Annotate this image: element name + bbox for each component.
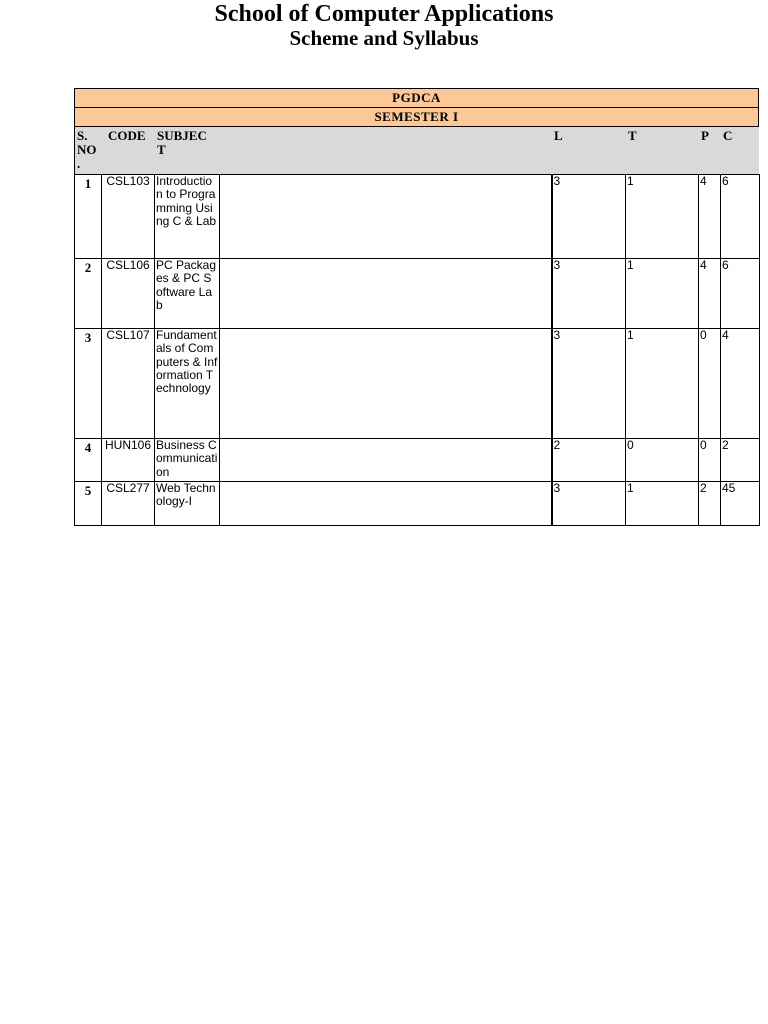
- row-l: 3: [552, 175, 626, 259]
- row-l: 3: [552, 329, 626, 439]
- row-code: CSL103: [102, 175, 155, 259]
- table-row: [75, 329, 760, 439]
- row-t: 1: [626, 482, 699, 526]
- row-c: 6: [721, 175, 760, 259]
- column-header-row: [74, 127, 759, 174]
- row-l: 3: [552, 259, 626, 329]
- column-header-l: L: [554, 128, 563, 143]
- row-sno: 3: [75, 329, 102, 439]
- row-blank: [220, 439, 552, 482]
- column-header-code: CODE: [108, 128, 146, 143]
- row-blank: [220, 329, 552, 439]
- row-c: 6: [721, 259, 760, 329]
- row-sno: 2: [75, 259, 102, 329]
- row-code: CSL107: [102, 329, 155, 439]
- column-header-t: T: [628, 128, 637, 143]
- row-t: 1: [626, 259, 699, 329]
- row-subject: Business Communication: [155, 439, 220, 482]
- column-header-p: P: [701, 128, 709, 143]
- table-row: [75, 439, 760, 482]
- row-c: 45: [721, 482, 760, 526]
- program-band: PGDCA: [74, 88, 759, 108]
- row-p: 4: [699, 175, 721, 259]
- row-blank: [220, 175, 552, 259]
- row-subject: Fundamentals of Computers & Information Technology: [155, 329, 220, 439]
- row-p: 4: [699, 259, 721, 329]
- page-title: School of Computer Applications: [214, 1, 554, 27]
- row-l: 3: [552, 482, 626, 526]
- row-t: 0: [626, 439, 699, 482]
- row-blank: [220, 482, 552, 526]
- row-sno: 5: [75, 482, 102, 526]
- row-code: CSL277: [102, 482, 155, 526]
- row-subject: Introduction to Programming Using C & Lab: [155, 175, 220, 259]
- row-l: 2: [552, 439, 626, 482]
- row-subject: Web Technology-I: [155, 482, 220, 526]
- row-subject: PC Packages & PC Software Lab: [155, 259, 220, 329]
- row-t: 1: [626, 175, 699, 259]
- table-row: [75, 259, 760, 329]
- row-p: 2: [699, 482, 721, 526]
- column-header-subject: SUBJEC T: [157, 128, 207, 157]
- row-c: 4: [721, 329, 760, 439]
- row-p: 0: [699, 439, 721, 482]
- semester-band: SEMESTER I: [74, 107, 759, 127]
- page-subtitle: Scheme and Syllabus: [289, 26, 479, 50]
- row-t: 1: [626, 329, 699, 439]
- table-row: [75, 482, 760, 526]
- column-header-c: C: [723, 128, 733, 143]
- row-p: 0: [699, 329, 721, 439]
- table-row: [75, 175, 760, 259]
- row-code: HUN106: [102, 439, 155, 482]
- syllabus-sheet: [74, 88, 759, 526]
- row-blank: [220, 259, 552, 329]
- row-code: CSL106: [102, 259, 155, 329]
- column-header-sno: S. NO .: [77, 128, 97, 171]
- row-sno: 4: [75, 439, 102, 482]
- row-c: 2: [721, 439, 760, 482]
- row-sno: 1: [75, 175, 102, 259]
- subjects-table: [74, 174, 760, 526]
